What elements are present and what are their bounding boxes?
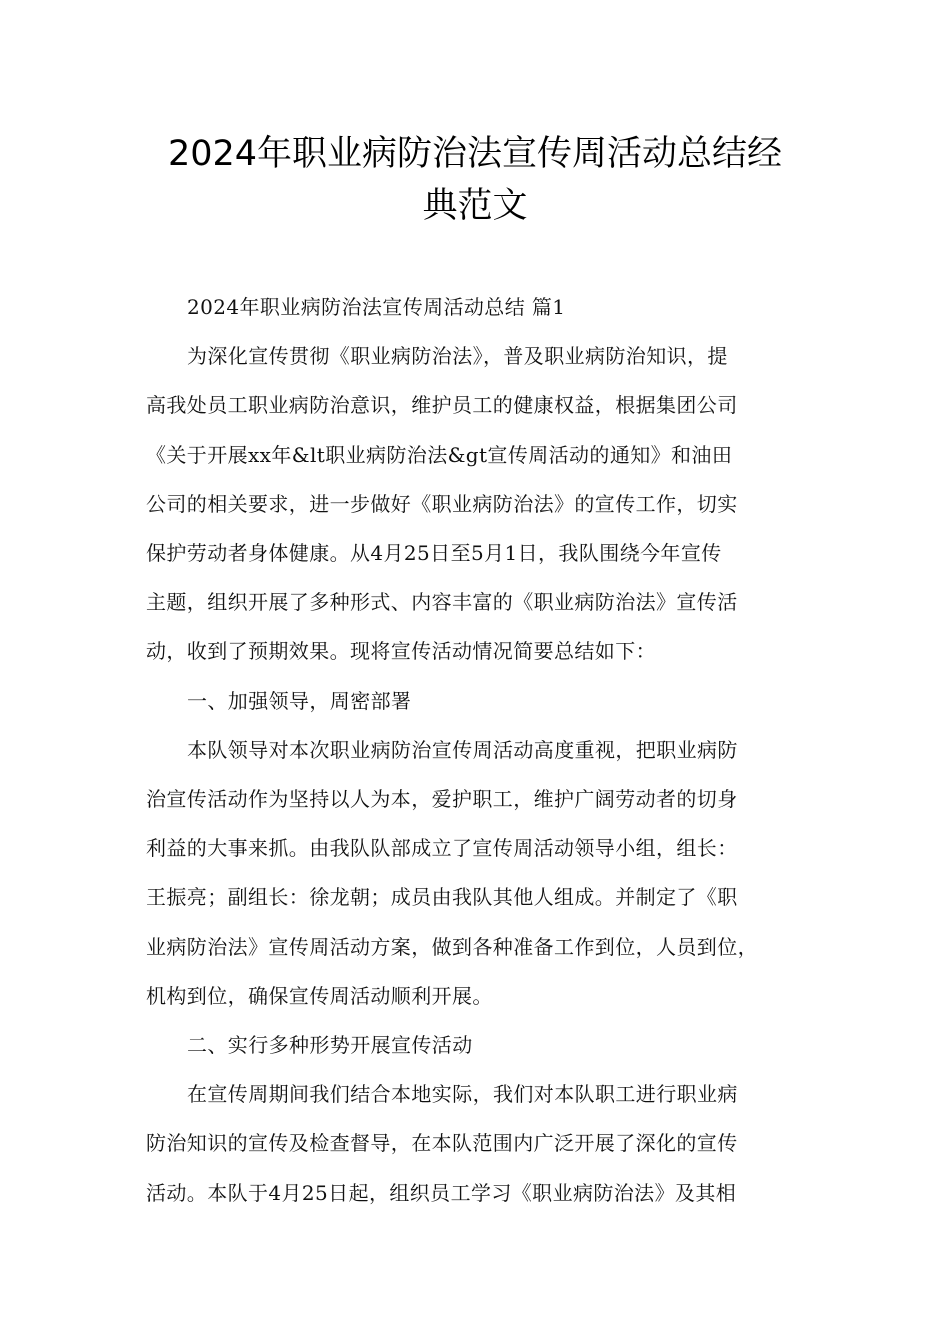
text-line: 利益的大事来抓。由我队队部成立了宣传周活动领导小组，组长：	[146, 836, 738, 861]
paragraph-leadership	[146, 726, 826, 1021]
document-body	[146, 283, 826, 1218]
text-line: 动，收到了预期效果。现将宣传活动情况简要总结如下：	[146, 639, 656, 664]
text-line: 公司的相关要求，进一步做好《职业病防治法》的宣传工作，切实	[146, 491, 738, 516]
text-line: 业病防治法》宣传周活动方案，做到各种准备工作到位，人员到位，	[146, 934, 758, 959]
text-line: 防治知识的宣传及检查督导，在本队范围内广泛开展了深化的宣传	[146, 1131, 738, 1156]
section-heading-2	[146, 1021, 826, 1070]
text-line: 高我处员工职业病防治意识，维护员工的健康权益，根据集团公司	[146, 393, 738, 418]
text-line: 为深化宣传贯彻《职业病防治法》，普及职业病防治知识，提	[187, 344, 728, 369]
text-line: 在宣传周期间我们结合本地实际，我们对本队职工进行职业病	[187, 1082, 738, 1107]
text-line: 王振亮；副组长：徐龙朝；成员由我队其他人组成。并制定了《职	[146, 885, 738, 910]
document-title	[100, 128, 850, 232]
text-line: 主题，组织开展了多种形式、内容丰富的《职业病防治法》宣传活	[146, 590, 738, 615]
text-line: 治宣传活动作为坚持以人为本，爱护职工，维护广阔劳动者的切身	[146, 787, 738, 812]
text-line: 保护劳动者身体健康。从4月25日至5月1日，我队围绕今年宣传	[146, 541, 722, 566]
paragraph-intro	[146, 332, 826, 676]
text-line: 2024年职业病防治法宣传周活动总结 篇1	[187, 295, 566, 319]
text-line: 机构到位，确保宣传周活动顺利开展。	[146, 983, 493, 1008]
text-line: 本队领导对本次职业病防治宣传周活动高度重视，把职业病防	[187, 737, 738, 762]
paragraph-activities	[146, 1070, 826, 1218]
text-line: 一、加强领导，周密部署	[187, 688, 412, 713]
title-line-2: 典范文	[422, 186, 528, 226]
text-line: 二、实行多种形势开展宣传活动	[187, 1033, 473, 1058]
title-line-1: 2024年职业病防治法宣传周活动总结经	[167, 134, 783, 174]
section-heading-1	[146, 677, 826, 726]
section-subtitle	[146, 283, 826, 332]
text-line: 活动。本队于4月25日起，组织员工学习《职业病防治法》及其相	[146, 1180, 737, 1205]
text-line: 《关于开展xx年&lt职业病防治法&gt宣传周活动的通知》和油田	[146, 442, 733, 467]
